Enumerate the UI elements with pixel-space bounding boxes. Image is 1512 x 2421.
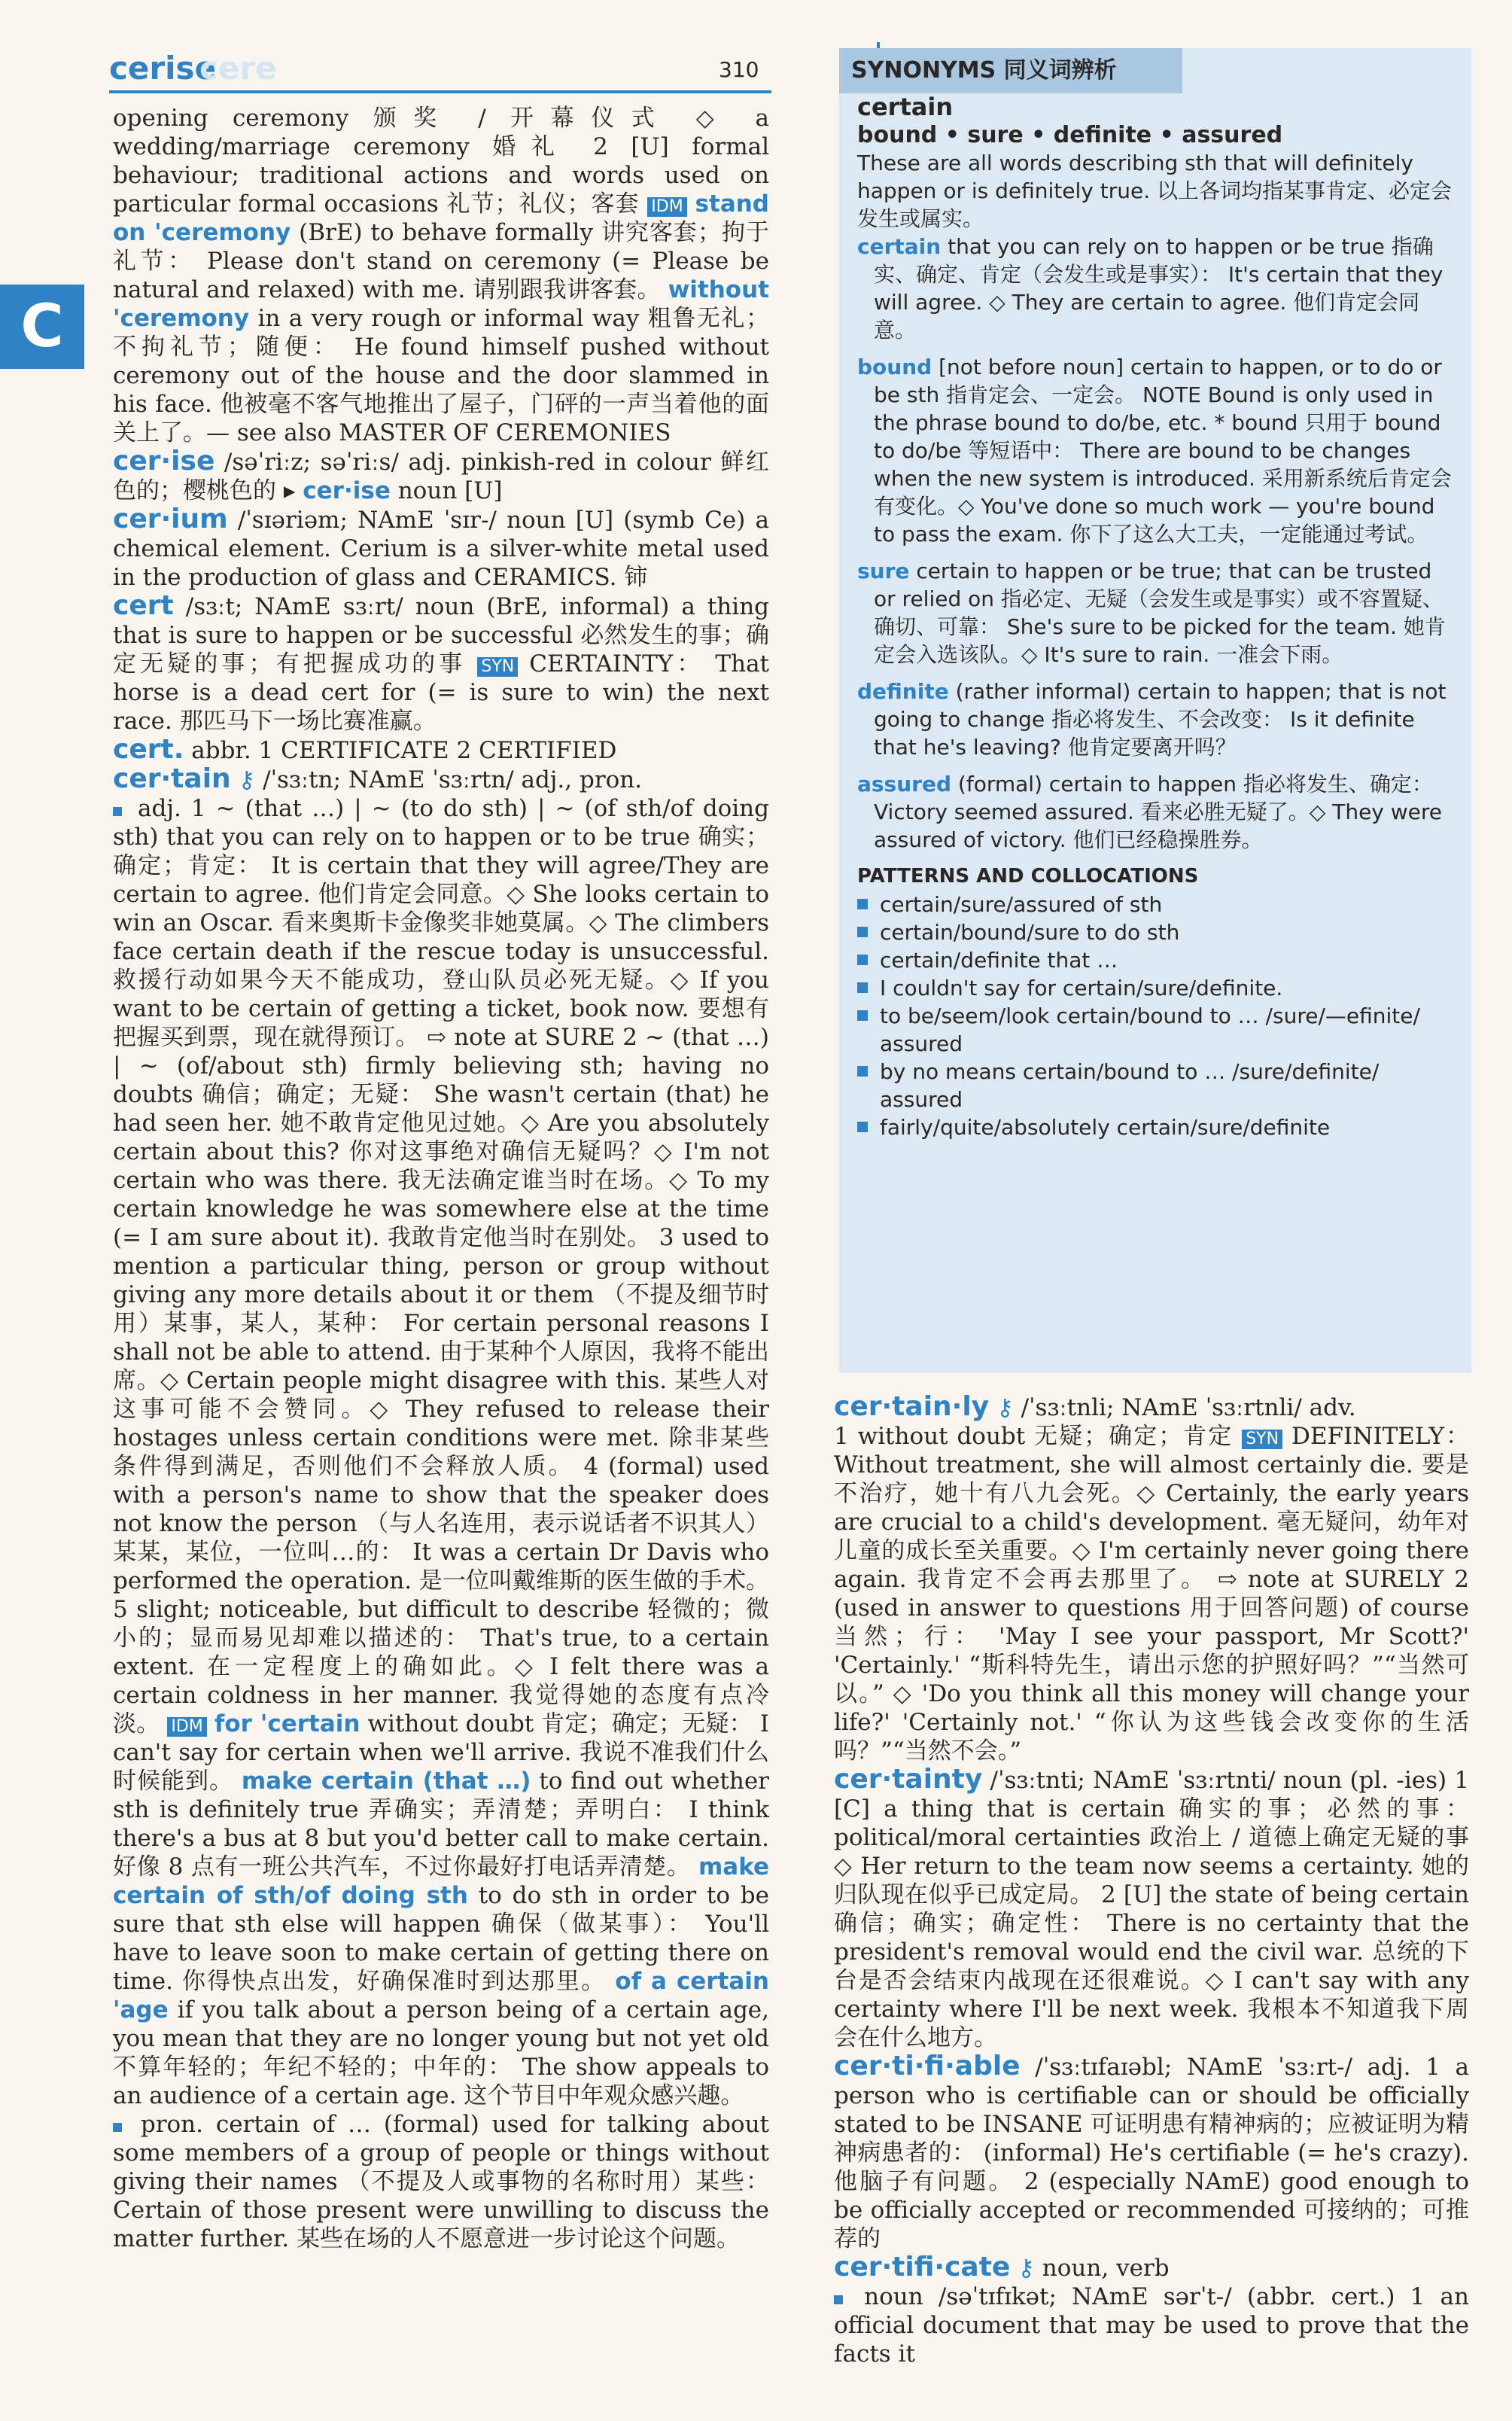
entry-certain-pron: pron. certain of … (formal) used for talking about some members of a group of people or things without giving their names （不提及人或事物的名称时用）某些： Certain of those present were unwilling to discuss the matter further. 某些在场的人不愿意进一步讨论这个问题。 xyxy=(113,2111,769,2252)
right-column xyxy=(834,1391,1470,2368)
entry-cerium: cer·ium /ˈsɪəriəm; NAmE ˈsɪr-/ noun [U] (symb Ce) a chemical element. Cerium is a silver-white metal used in the production of glass and CERAMICS. 铈 xyxy=(113,504,769,591)
bullet-icon xyxy=(113,2123,122,2132)
idm-label: IDM xyxy=(167,1717,206,1737)
idiom-headword: of a certain 'age xyxy=(113,1968,769,2024)
pattern-item: I couldn't say for certain/sure/definite. xyxy=(857,974,1455,1002)
entry-headword: cert. xyxy=(113,734,184,765)
square-bullet-icon xyxy=(857,899,868,909)
synonyms-box-body xyxy=(839,93,1471,1141)
pattern-item: fairly/quite/absolutely certain/sure/definite xyxy=(857,1113,1455,1141)
square-bullet-icon xyxy=(857,1010,868,1021)
synonym-entry: definite (rather informal) certain to happen; that is not going to change 指必将发生、不会改变： Is it definite that he's leaving? 他肯定要离开吗？ xyxy=(857,679,1447,760)
idiom-headword: make certain of sth/of doing sth xyxy=(113,1853,769,1909)
syn-label: SYN xyxy=(1242,1430,1282,1449)
entry-cerise: cer·ise /səˈriːz; səˈriːs/ adj. pinkish-red in colour 鲜红色的；樱桃色的 ▸ cer·ise noun [U] xyxy=(113,446,770,504)
entry-headword: cer·tifi·cate xyxy=(834,2252,1011,2282)
left-column xyxy=(113,104,769,2325)
synonym-entry: certain that you can rely on to happen or be true 指确实、确定、肯定（会发生或是事实）： It's certain that they will agree. ◇ They are certain to agree. 他们肯定会同意。 xyxy=(857,234,1444,343)
running-header xyxy=(109,47,771,92)
synonyms-box-title: SYNONYMS 同义词辨析 xyxy=(839,48,1182,93)
entry-certainly-sense: 1 without doubt 无疑；确定；肯定 SYN DEFINITELY： Without treatment, she will almost certainly die. 要是不治疗，她十有八九会死。◇ Certainly, the early years are crucial to a child's development. 毫无疑问，幼年对儿童的成长至关重要。◇ I'm certainly never going there again. 我肯定不会再去那里了。 ⇨ note at SURELY 2 (used in answer to questions 用于回答问题) of course 当然；行： 'May I see your passport, Mr Scott?' 'Certainly.' “斯科特先生，请出示您的护照好吗？”“当然可以。” ◇ 'Do you think all this money will change your life?' 'Certainly not.' “你认为这些钱会改变你的生活吗？”“当然不会。” xyxy=(834,1423,1469,1765)
entry-headword: cer·tain·ly xyxy=(834,1391,990,1422)
pattern-item: by no means certain/bound to … /sure/definite/ assured xyxy=(857,1058,1455,1113)
entry-certain: cer·tain ⚷ /ˈsɜːtn; NAmE ˈsɜːrtn/ adj., pron. xyxy=(113,763,643,794)
header-rule xyxy=(109,90,771,93)
bullet-icon xyxy=(834,2295,843,2304)
key-icon: ⚷ xyxy=(1018,2255,1035,2282)
synonyms-group: bound • sure • definite • assured xyxy=(857,122,1283,148)
derivative-headword: cer·ise xyxy=(303,477,391,504)
square-bullet-icon xyxy=(857,927,868,937)
entry-headword: cert xyxy=(113,590,174,621)
thumb-index-tab: C xyxy=(0,285,84,369)
entry-certain-adj: adj. 1 ~ (that …) | ~ (to do sth) | ~ (of sth/of doing sth) that you can rely on to happen or to be true 确实；确定；肯定： It is certain that they will agree/They are certain to agree. 他们肯定会同意。◇ She looks certain to win an Oscar. 看来奥斯卡金像奖非她莫属。◇ The climbers face certain death if the rescue today is unsuccessful. 救援行动如果今天不能成功，登山队员必死无疑。◇ If you want to be certain of getting a ticket, book now. 要想有把握买到票，现在就得预订。 ⇨ note at SURE 2 ~ (that …) | ~ (of/about sth) firmly believing sth; having no doubts 确信；确定；无疑： She wasn't certain (that) he had seen her. 她不敢肯定他见过她。◇ Are you absolutely certain about this? 你对这事绝对确信无疑吗？◇ I'm not certain who was there. 我无法确定谁当时在场。◇ To my certain knowledge he was somewhere else at the time (= I am sure about it). 我敢肯定他当时在别处。 3 used to mention a particular thing, person or group without giving any more details about it or them （不提及细节时用）某事，某人，某种： For certain personal reasons I shall not be able to attend. 由于某种个人原因，我将不能出席。◇ Certain people might disagree with this. 某些人对这事可能不会赞同。◇ They refused to release their hostages unless certain conditions were met. 除非某些条件得到满足，否则他们不会释放人质。 4 (formal) used with a person's name to show that the speaker does not know the person （与人名连用，表示说话者不识其人）某某，某位，一位叫…的： It was a certain Dr Davis who performed the operation. 是一位叫戴维斯的医生做的手术。 5 slight; noticeable, but difficult to describe 轻微的；微小的；显而易见却难以描述的： That's true, to a certain extent. 在一定程度上的确如此。◇ I felt there was a certain coldness in her manner. 我觉得她的态度有点冷淡。 IDM for 'certain without doubt 肯定；确定；无疑： I can't say for certain when we'll arrive. 我说不准我们什么时候能到。 make certain (that …) to find out whether sth is definitely true 弄确实；弄清楚；弄明白： I think there's a bus at 8 but you'd better call to make certain. 好像 8 点有一班公共汽车，不过你最好打电话弄清楚。 make certain of sth/of doing sth to do sth in order to be sure that sth else will happen 确保（做某事）： You'll have to leave soon to make certain of getting there on time. 你得快点出发，好确保准时到达那里。 of a certain 'age if you talk about a person being of a certain age, you mean that they are no longer young but not yet old 不算年轻的；年纪不轻的；中年的： The show appeals to an audience of a certain age. 这个节目中年观众感兴趣。 xyxy=(113,795,770,2109)
bullet-icon xyxy=(113,807,122,816)
entry-certainty: cer·tainty /ˈsɜːtnti; NAmE ˈsɜːrtnti/ noun (pl. -ies) 1 [C] a thing that is certain 确实的事；必然的事： political/moral certainties 政治上 / 道德上确定无疑的事 ◇ Her return to the team now seems a certainty. 她的归队现在似乎已成定局。 2 [U] the state of being certain 确信；确实；确定性： There is no certainty that the president's removal would end the civil war. 总统的下台是否会结束内战现在还很难说。◇ I can't say with any certainty where I'll be next week. 我根本不知道我下周会在什么地方。 xyxy=(834,1764,1469,2051)
synonym-entry: assured (formal) certain to happen 指必将发生、确定： Victory seemed assured. 看来必胜无疑了。◇ They were assured of victory. 他们已经稳操胜券。 xyxy=(857,772,1443,852)
entry-ceremony-cont: opening ceremony 颁奖 / 开幕仪式 ◇ a wedding/marriage ceremony 婚礼 2 [U] formal behaviour; traditional actions and words used on particular formal occasions 礼节；礼仪；客套 IDM stand on 'ceremony (BrE) to behave formally 讲究客套；拘于礼节： Please don't stand on ceremony (= Please be natural and relaxed) with me. 请别跟我讲客套。 without 'ceremony in a very rough or informal way 粗鲁无礼；不拘礼节；随便： He found himself pushed without ceremony out of the house and the door slammed in his face. 他被毫不客气地推出了屋子，门砰的一声当着他的面关上了。— see also MASTER OF CEREMONIES xyxy=(113,105,769,446)
entry-certificate-noun: noun /səˈtɪfɪkət; NAmE sərˈt-/ (abbr. cert.) 1 an official document that may be used to prove that the facts it xyxy=(834,2283,1469,2368)
idm-label: IDM xyxy=(647,197,686,217)
entry-headword: cer·tainty xyxy=(834,1764,983,1795)
pattern-item: to be/seem/look certain/bound to … /sure/—efinite/ assured xyxy=(857,1002,1455,1058)
pattern-item: certain/definite that … xyxy=(857,946,1455,974)
entry-certainly: cer·tain·ly ⚷ /ˈsɜːtnli; NAmE ˈsɜːrtnli/ adv. xyxy=(834,1391,1356,1422)
guide-word-ghost: cere xyxy=(199,50,277,87)
square-bullet-icon xyxy=(857,1066,868,1077)
patterns-title: PATTERNS AND COLLOCATIONS xyxy=(857,865,1199,888)
page-number: 310 xyxy=(719,57,759,82)
syn-label: SYN xyxy=(477,657,518,677)
entry-cert-abbr: cert. abbr. 1 CERTIFICATE 2 CERTIFIED xyxy=(113,734,617,765)
idiom-headword: make certain (that …) xyxy=(241,1768,531,1795)
synonym-entry: bound [not before noun] certain to happen, or to do or be sth 指肯定会、一定会。 NOTE Bound is only used in the phrase bound to do/be, etc. * bound 只用于 bound to do/be 等短语中： There are bound to be changes when the new system is introduced. 采用新系统后肯定会有变化。◇ You've done so much work — you're bound to pass the exam. 你下了这么大工夫，一定能通过考试。 xyxy=(857,355,1452,547)
pattern-item: certain/bound/sure to do sth xyxy=(857,918,1455,946)
synonyms-intro: These are all words describing sth that will definitely happen or is definitely true. 以上各词均指某事肯定、必定会发生或属实。 xyxy=(857,151,1453,231)
idiom-headword: stand on 'ceremony xyxy=(113,190,769,246)
guide-word: cerise xyxy=(109,50,216,87)
idiom-headword: for 'certain xyxy=(214,1710,361,1737)
entry-certifiable: cer·ti·fi·able /ˈsɜːtɪfaɪəbl; NAmE ˈsɜːrt-/ adj. 1 a person who is certifiable can or should be officially stated to be INSANE 可证明患有精神病的；应被证明为精神病患者的： (informal) He's certifiable (= he's crazy). 他脑子有问题。 2 (especially NAmE) good enough to be officially accepted or recommended 可接纳的；可推荐的 xyxy=(834,2051,1470,2252)
entry-headword: cer·ti·fi·able xyxy=(834,2051,1021,2081)
key-icon: ⚷ xyxy=(996,1394,1014,1421)
synonyms-headword: certain xyxy=(857,93,954,121)
entry-certificate: cer·tifi·cate ⚷ noun, verb xyxy=(834,2252,1170,2282)
key-icon: ⚷ xyxy=(238,766,256,793)
square-bullet-icon xyxy=(857,982,868,993)
synonym-entry: sure certain to happen or be true; that can be trusted or relied on 指必定、无疑（会发生或是事实）或不容置疑、确切、可靠： She's sure to be picked for the team. 她肯定会入选该队。◇ It's sure to rain. 一准会下雨。 xyxy=(857,559,1446,667)
idiom-headword: without 'ceremony xyxy=(113,276,769,332)
entry-cert: cert /sɜːt; NAmE sɜːrt/ noun (BrE, informal) a thing that is sure to happen or be successful 必然发生的事；确定无疑的事；有把握成功的事 SYN CERTAINTY： That horse is a dead cert for (= is sure to win) the next race. 那匹马下一场比赛准赢。 xyxy=(113,590,770,735)
square-bullet-icon xyxy=(857,955,868,965)
square-bullet-icon xyxy=(857,1122,868,1132)
entry-headword: cer·ium xyxy=(113,504,228,534)
synonyms-box xyxy=(839,48,1471,1373)
pattern-item: certain/sure/assured of sth xyxy=(857,891,1455,918)
entry-headword: cer·tain xyxy=(113,763,231,794)
entry-headword: cer·ise xyxy=(113,446,215,477)
